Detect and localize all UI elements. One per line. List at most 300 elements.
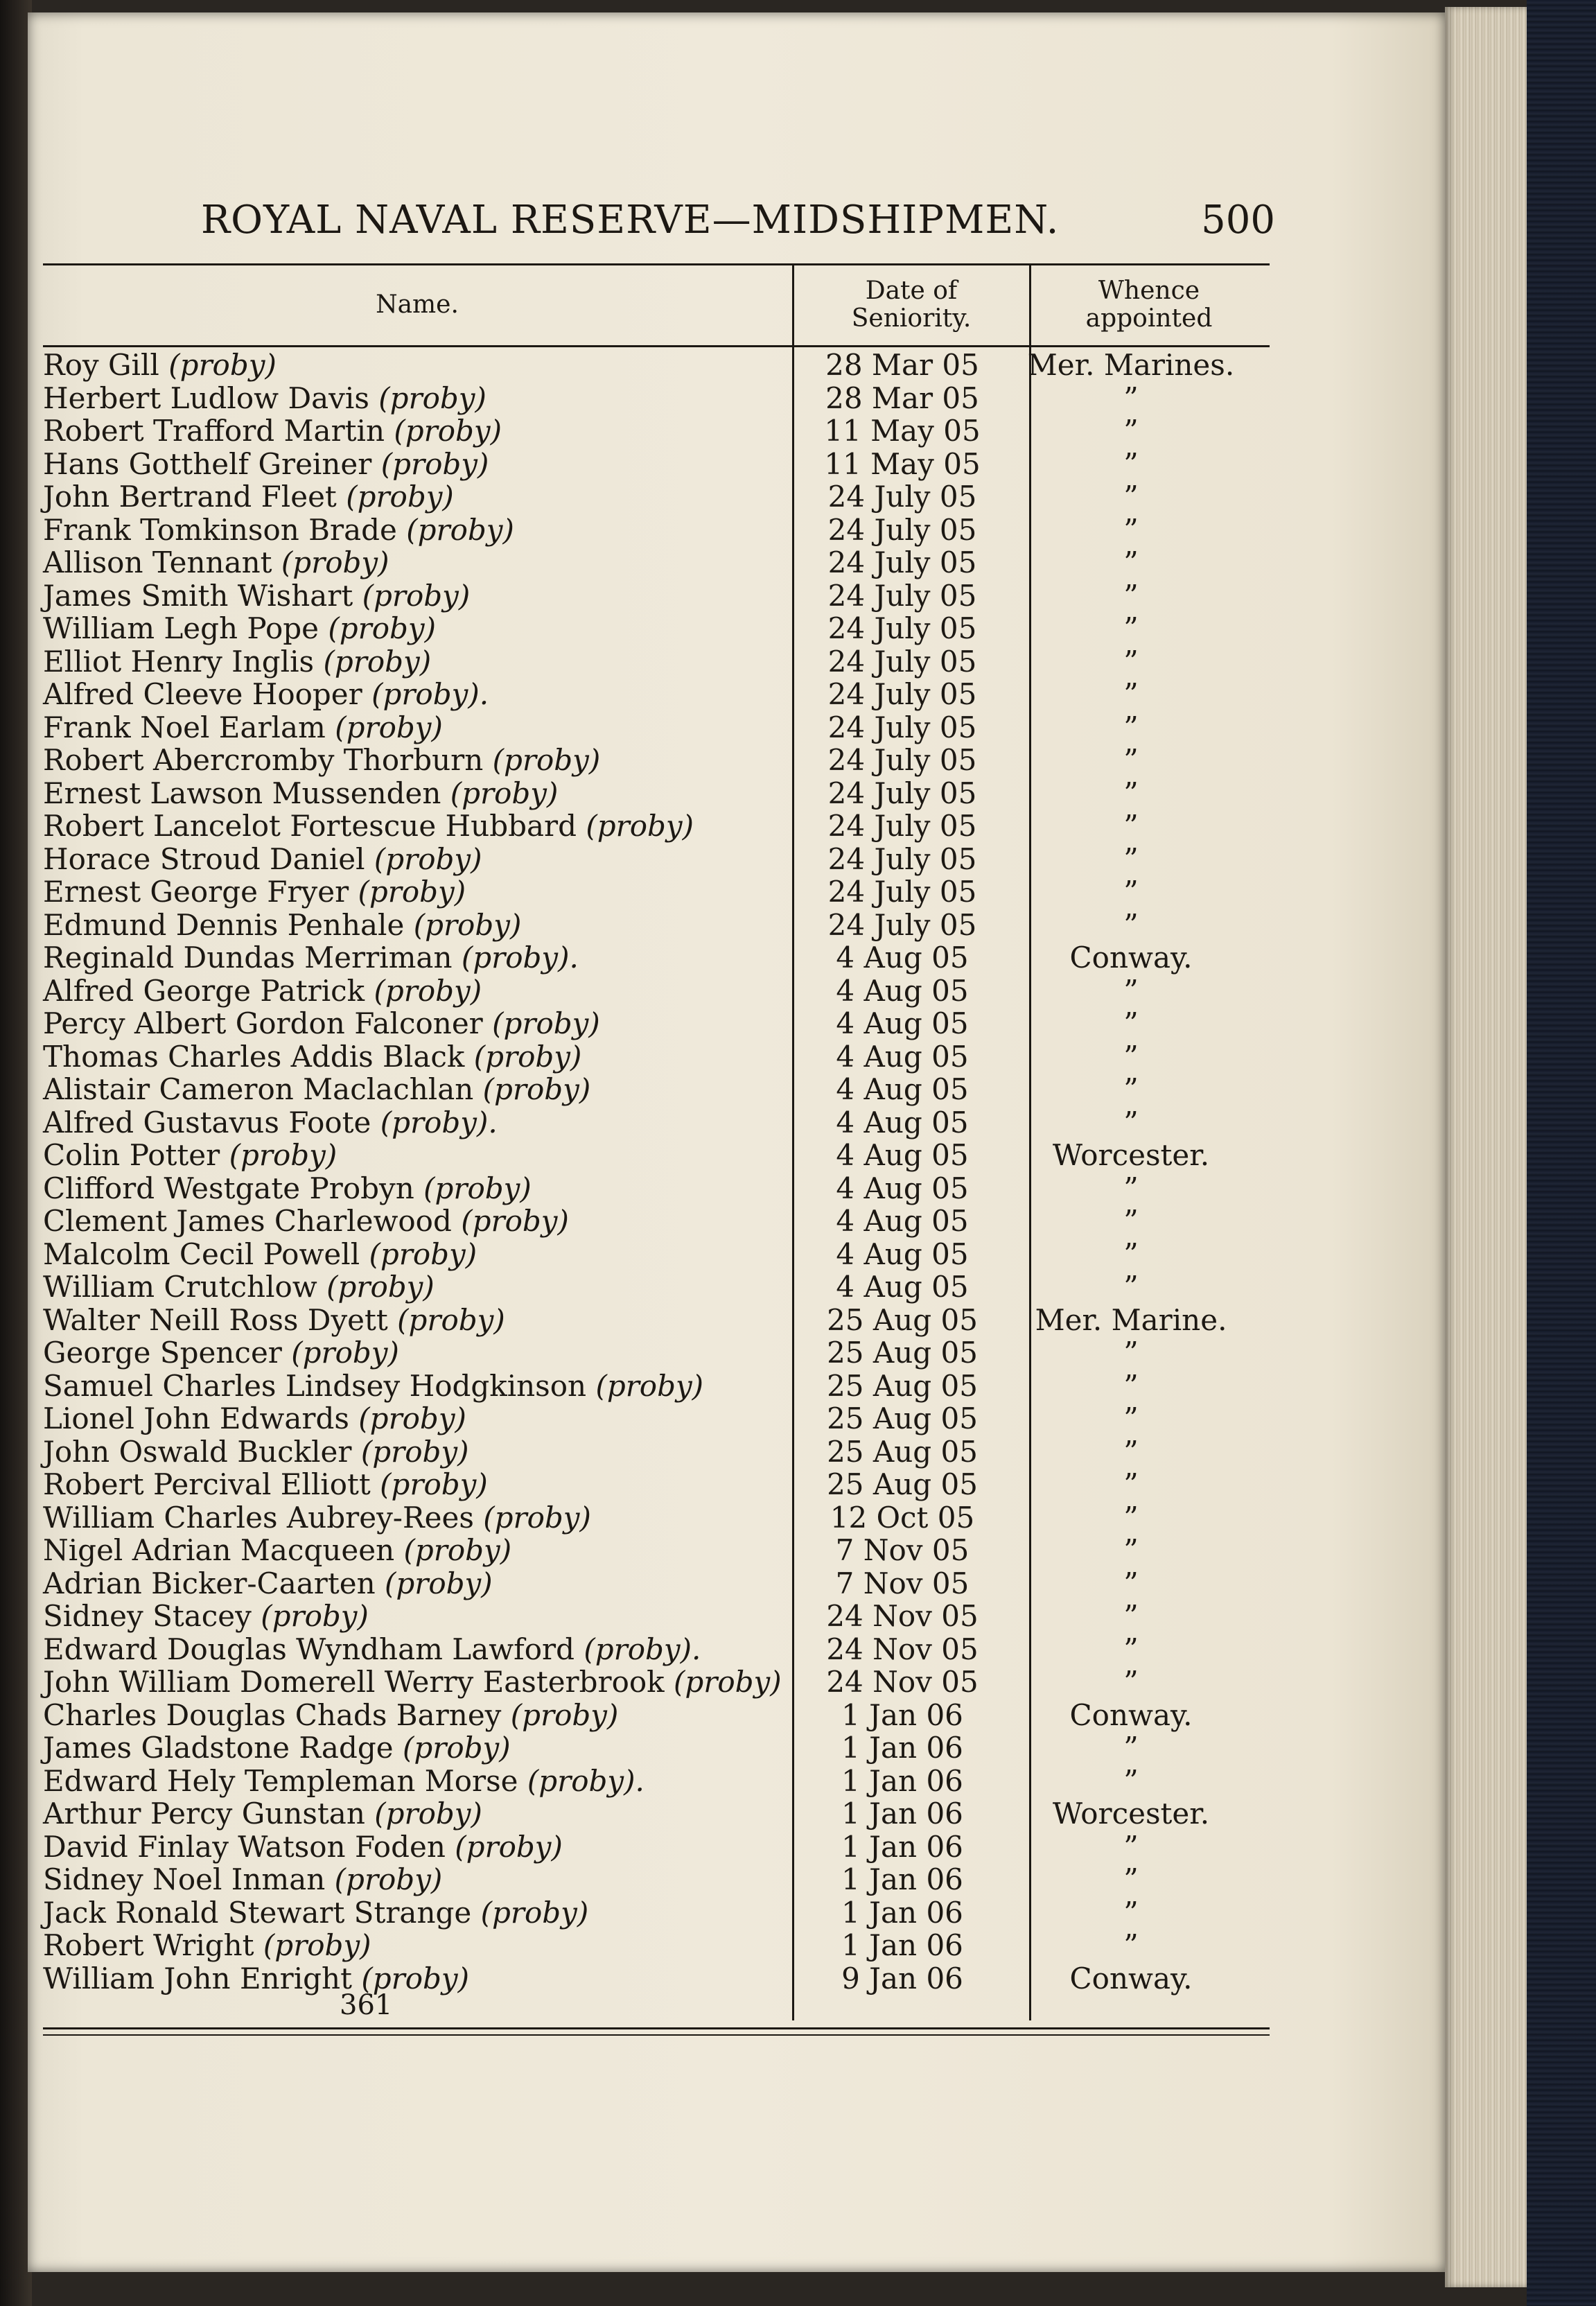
whence-appointed: ” [1123, 1171, 1139, 1205]
seniority-date: 24 July 05 [827, 545, 977, 579]
proby-suffix: (proby) [335, 710, 443, 744]
seniority-date: 7 Nov 05 [835, 1566, 970, 1600]
midshipman-name [43, 546, 389, 579]
proby-suffix: (proby). [461, 941, 579, 975]
proby-suffix: (proby) [263, 1928, 371, 1962]
seniority-date: 24 Nov 05 [826, 1665, 979, 1699]
midshipman-name [43, 1929, 371, 1962]
page-header [187, 198, 1275, 253]
seniority-date: 1 Jan 06 [841, 1862, 963, 1896]
table-row [43, 843, 1270, 875]
table-row [43, 1633, 1270, 1666]
midshipman-name [43, 645, 431, 678]
midshipman-name [43, 1567, 493, 1600]
name-text: David Finlay Watson Foden [43, 1829, 446, 1864]
page-number: 500 [1201, 198, 1275, 243]
name-text: John Oswald Buckler [43, 1434, 352, 1469]
footer-rule-1 [43, 2027, 1270, 2029]
name-text: Robert Percival Elliott [43, 1467, 371, 1501]
whence-appointed: ” [1123, 545, 1139, 579]
proby-suffix: (proby). [371, 677, 489, 711]
table-row [43, 382, 1270, 414]
midshipman-name [43, 612, 436, 645]
whence-appointed: ” [1123, 1336, 1139, 1370]
midshipman-name [43, 1896, 588, 1929]
table-row [43, 1007, 1270, 1040]
seniority-date: 11 May 05 [824, 446, 981, 481]
whence-appointed: ” [1123, 1039, 1139, 1074]
table-row [43, 1567, 1270, 1600]
midshipman-name [43, 1468, 488, 1501]
whence-appointed: ” [1123, 875, 1139, 909]
table-row [43, 1370, 1270, 1402]
seniority-date: 4 Aug 05 [836, 1270, 969, 1304]
table-row [43, 1238, 1270, 1270]
table-row [43, 1501, 1270, 1534]
midshipman-name [43, 1238, 477, 1270]
proby-suffix: (proby) [374, 973, 482, 1008]
name-text: William John Enright [43, 1961, 352, 1995]
header-rule-top [43, 263, 1270, 265]
column-header-name-label: Name. [376, 290, 459, 319]
whence-appointed: ” [1123, 1566, 1139, 1600]
proby-suffix: (proby) [168, 348, 277, 382]
name-text: Jack Ronald Stewart Strange [43, 1895, 472, 1930]
whence-appointed: ” [1123, 1237, 1139, 1271]
proby-suffix: (proby) [378, 381, 486, 415]
proby-suffix: (proby) [326, 1270, 435, 1304]
seniority-date: 4 Aug 05 [836, 1105, 969, 1139]
midshipman-name [43, 1699, 618, 1731]
name-text: Alfred George Patrick [43, 973, 365, 1008]
whence-appointed: ” [1123, 1928, 1139, 1962]
whence-appointed: ” [1123, 1862, 1139, 1896]
proby-suffix: (proby) [291, 1336, 399, 1370]
table-row [43, 1731, 1270, 1764]
name-text: Robert Abercromby Thorburn [43, 743, 484, 777]
name-text: Nigel Adrian Macqueen [43, 1533, 395, 1567]
proby-suffix: (proby) [492, 743, 601, 777]
whence-appointed: ” [1123, 1533, 1139, 1567]
seniority-date: 1 Jan 06 [841, 1797, 963, 1831]
midshipman-name [43, 711, 443, 744]
midshipman-name [43, 448, 489, 480]
seniority-date: 1 Jan 06 [841, 1829, 963, 1864]
seniority-date: 24 July 05 [827, 611, 977, 645]
seniority-date: 24 July 05 [827, 743, 977, 777]
whence-appointed: ” [1123, 841, 1139, 876]
proby-suffix: (proby) [394, 414, 502, 448]
midshipman-name [43, 1600, 369, 1632]
midshipman-name [43, 1040, 581, 1073]
name-text: Roy Gill [43, 348, 159, 382]
midshipman-name [43, 909, 521, 941]
whence-appointed: ” [1123, 1731, 1139, 1765]
midshipman-name [43, 1731, 511, 1764]
midshipman-name [43, 1370, 703, 1402]
whence-appointed: ” [1123, 381, 1139, 415]
seniority-date: 24 July 05 [827, 841, 977, 876]
seniority-date: 24 July 05 [827, 480, 977, 514]
name-text: Edmund Dennis Penhale [43, 907, 405, 942]
midshipman-name [43, 1797, 482, 1830]
table-row [43, 1600, 1270, 1632]
name-text: Samuel Charles Lindsey Hodgkinson [43, 1368, 587, 1403]
midshipman-name [43, 1270, 435, 1303]
seniority-date: 25 Aug 05 [827, 1336, 978, 1370]
name-text: John William Domerell Werry Easterbrook [43, 1665, 665, 1699]
column-header-whence-line1: Whence [1098, 277, 1200, 305]
proby-suffix: (proby) [473, 1039, 582, 1074]
whence-appointed: Worcester. [1052, 1138, 1210, 1172]
whence-appointed: ” [1123, 907, 1139, 942]
proby-suffix: (proby) [362, 578, 471, 613]
midshipman-name [43, 480, 454, 513]
seniority-date: 1 Jan 06 [841, 1928, 963, 1962]
whence-appointed: Worcester. [1052, 1797, 1210, 1831]
seniority-date: 4 Aug 05 [836, 1138, 969, 1172]
seniority-date: 9 Jan 06 [841, 1961, 963, 1995]
midshipman-name [43, 1073, 590, 1106]
whence-appointed: ” [1123, 1829, 1139, 1864]
seniority-date: 4 Aug 05 [836, 973, 969, 1008]
midshipman-name [43, 1962, 469, 1995]
whence-appointed: ” [1123, 1599, 1139, 1633]
proby-suffix: (proby) [374, 1797, 482, 1831]
column-header-name [43, 291, 791, 319]
whence-appointed: ” [1123, 1072, 1139, 1106]
name-text: Charles Douglas Chads Barney [43, 1697, 502, 1732]
table-row [43, 810, 1270, 842]
proby-suffix: (proby) [229, 1138, 337, 1172]
proby-suffix: (proby) [346, 480, 454, 514]
whence-appointed: ” [1123, 1204, 1139, 1238]
name-text: Robert Wright [43, 1928, 254, 1962]
whence-appointed: ” [1123, 512, 1139, 547]
seniority-date: 24 July 05 [827, 512, 977, 547]
column-header-whence [1031, 277, 1267, 333]
seniority-date: 4 Aug 05 [836, 1204, 969, 1238]
name-text: Hans Gotthelf Greiner [43, 446, 372, 481]
name-text: George Spencer [43, 1336, 282, 1370]
table-row [43, 1896, 1270, 1929]
whence-appointed: ” [1123, 710, 1139, 744]
seniority-date: 7 Nov 05 [835, 1533, 970, 1567]
seniority-date: 25 Aug 05 [827, 1401, 978, 1435]
table-row [43, 1040, 1270, 1073]
whence-appointed: ” [1123, 1434, 1139, 1469]
whence-appointed: ” [1123, 611, 1139, 645]
whence-appointed: ” [1123, 446, 1139, 481]
seniority-date: 4 Aug 05 [836, 941, 969, 975]
table-row [43, 1765, 1270, 1797]
proby-suffix: (proby) [281, 545, 389, 579]
seniority-date: 24 Nov 05 [826, 1632, 979, 1666]
midshipman-name [43, 941, 579, 974]
table-row [43, 678, 1270, 710]
whence-appointed: ” [1123, 1006, 1139, 1040]
midshipman-name [43, 1106, 498, 1139]
table-row [43, 1402, 1270, 1435]
proby-suffix: (proby) [358, 875, 466, 909]
table-row [43, 1929, 1270, 1962]
midshipman-name [43, 975, 482, 1007]
midshipman-name [43, 1007, 600, 1040]
table-row [43, 1699, 1270, 1731]
table-row [43, 1534, 1270, 1566]
column-header-whence-line2: appointed [1085, 304, 1213, 333]
midshipman-name [43, 1336, 399, 1369]
proby-suffix: (proby) [461, 1204, 569, 1238]
name-text: Ernest George Fryer [43, 875, 349, 909]
table-row [43, 1831, 1270, 1863]
midshipman-name [43, 1205, 569, 1237]
table-row [43, 744, 1270, 776]
midshipman-name [43, 1172, 532, 1205]
midshipman-name [43, 810, 694, 842]
proby-suffix: (proby) [483, 1500, 591, 1535]
proby-suffix: (proby) [455, 1829, 563, 1864]
whence-appointed: Conway. [1069, 1697, 1193, 1732]
name-text: Walter Neill Ross Dyett [43, 1302, 388, 1337]
whence-appointed: ” [1123, 1105, 1139, 1139]
table-row [43, 1666, 1270, 1698]
name-text: Clifford Westgate Probyn [43, 1171, 414, 1205]
whence-appointed: ” [1123, 1500, 1139, 1535]
proby-suffix: (proby). [380, 1105, 498, 1139]
proby-suffix: (proby) [586, 809, 694, 843]
proby-suffix: (proby) [380, 1467, 488, 1501]
seniority-date: 24 July 05 [827, 809, 977, 843]
table-row [43, 1304, 1270, 1336]
name-text: Horace Stroud Daniel [43, 841, 365, 876]
midshipman-name [43, 1765, 644, 1797]
proby-suffix: (proby) [510, 1697, 619, 1732]
midshipman-name [43, 1139, 337, 1171]
proby-suffix: (proby) [369, 1237, 477, 1271]
proby-suffix: (proby) [397, 1302, 505, 1337]
proby-suffix: (proby) [334, 1862, 443, 1896]
proby-suffix: (proby) [413, 907, 522, 942]
whence-appointed: ” [1123, 1467, 1139, 1501]
proby-suffix: (proby) [450, 776, 559, 810]
table-row [43, 645, 1270, 678]
table-row [43, 1962, 1270, 1995]
proby-suffix: (proby) [374, 841, 482, 876]
table-row [43, 1863, 1270, 1896]
table-row [43, 1797, 1270, 1830]
seniority-date: 28 Mar 05 [825, 381, 979, 415]
seniority-date: 4 Aug 05 [836, 1039, 969, 1074]
midshipman-name [43, 875, 466, 908]
whence-appointed: Mer. Marines. [1027, 348, 1235, 382]
name-text: William Crutchlow [43, 1270, 317, 1304]
proby-suffix: (proby) [492, 1006, 600, 1040]
midshipman-name [43, 514, 514, 546]
name-text: Frank Tomkinson Brade [43, 512, 397, 547]
name-text: Alfred Gustavus Foote [43, 1105, 371, 1139]
name-text: Ernest Lawson Mussenden [43, 776, 441, 810]
seniority-date: 24 July 05 [827, 644, 977, 679]
name-text: Colin Potter [43, 1138, 220, 1172]
table-row [43, 711, 1270, 744]
whence-appointed: ” [1123, 1401, 1139, 1435]
name-text: Malcolm Cecil Powell [43, 1237, 360, 1271]
midshipman-name [43, 382, 486, 414]
midshipman-name [43, 1831, 563, 1863]
table-row [43, 975, 1270, 1007]
name-text: John Bertrand Fleet [43, 480, 337, 514]
name-text: Robert Lancelot Fortescue Hubbard [43, 809, 577, 843]
proby-suffix: (proby) [402, 1731, 511, 1765]
midshipman-name [43, 678, 489, 710]
seniority-date: 25 Aug 05 [827, 1467, 978, 1501]
name-text: William Charles Aubrey-Rees [43, 1500, 474, 1535]
midshipman-name [43, 349, 277, 381]
midshipman-name [43, 843, 482, 875]
proby-suffix: (proby) [406, 512, 514, 547]
whence-appointed: ” [1123, 644, 1139, 679]
whence-appointed: Conway. [1069, 941, 1193, 975]
seniority-date: 24 July 05 [827, 710, 977, 744]
name-text: Percy Albert Gordon Falconer [43, 1006, 483, 1040]
name-text: Adrian Bicker-Caarten [43, 1566, 376, 1600]
name-text: James Smith Wishart [43, 578, 353, 613]
table-row [43, 1336, 1270, 1369]
table-row [43, 875, 1270, 908]
seniority-date: 28 Mar 05 [825, 348, 979, 382]
seniority-date: 25 Aug 05 [827, 1434, 978, 1469]
table-row [43, 1468, 1270, 1501]
book-cover-right [1527, 0, 1596, 2306]
table-row [43, 546, 1270, 579]
table-row [43, 414, 1270, 447]
proby-suffix: (proby). [527, 1763, 644, 1798]
table-row [43, 941, 1270, 974]
proby-suffix: (proby) [358, 1401, 466, 1435]
proby-suffix: (proby) [361, 1961, 469, 1995]
name-text: Clement James Charlewood [43, 1204, 452, 1238]
name-text: Sidney Stacey [43, 1599, 252, 1633]
proby-suffix: (proby). [584, 1632, 701, 1666]
whence-appointed: ” [1123, 743, 1139, 777]
proby-suffix: (proby) [385, 1566, 493, 1600]
proby-suffix: (proby) [360, 1434, 469, 1469]
name-text: William Legh Pope [43, 611, 319, 645]
seniority-date: 1 Jan 06 [841, 1763, 963, 1798]
midshipman-name [43, 1863, 442, 1896]
midshipman-name [43, 744, 600, 776]
midshipman-name [43, 1534, 511, 1566]
name-text: Elliot Henry Inglis [43, 644, 315, 679]
whence-appointed: ” [1123, 1632, 1139, 1666]
proby-suffix: (proby) [323, 644, 432, 679]
whence-appointed: ” [1123, 578, 1139, 613]
seniority-date: 24 July 05 [827, 776, 977, 810]
whence-appointed: ” [1123, 1665, 1139, 1699]
midshipman-name [43, 579, 470, 612]
midshipman-name [43, 1633, 701, 1666]
table-row [43, 349, 1270, 381]
seniority-date: 1 Jan 06 [841, 1697, 963, 1732]
proby-suffix: (proby) [595, 1368, 704, 1403]
table-row [43, 777, 1270, 810]
column-header-date-line1: Date of [865, 277, 958, 305]
whence-appointed: ” [1123, 414, 1139, 448]
name-text: Alfred Cleeve Hooper [43, 677, 362, 711]
seniority-date: 4 Aug 05 [836, 1072, 969, 1106]
table-row [43, 1106, 1270, 1139]
name-text: Edward Hely Templeman Morse [43, 1763, 518, 1798]
table-row [43, 1205, 1270, 1237]
table-row [43, 612, 1270, 645]
table-row [43, 1172, 1270, 1205]
midshipman-name [43, 1501, 591, 1534]
name-text: Robert Trafford Martin [43, 414, 385, 448]
seniority-date: 12 Oct 05 [830, 1500, 975, 1535]
whence-appointed: ” [1123, 1270, 1139, 1304]
seniority-date: 1 Jan 06 [841, 1731, 963, 1765]
whence-appointed: ” [1123, 809, 1139, 843]
column-header-date-line2: Seniority. [851, 304, 972, 333]
name-text: James Gladstone Radge [43, 1731, 394, 1765]
proby-suffix: (proby) [380, 446, 489, 481]
name-text: Herbert Ludlow Davis [43, 381, 369, 415]
whence-appointed: Mer. Marine. [1035, 1302, 1227, 1337]
column-header-date [793, 277, 1029, 333]
table-row [43, 514, 1270, 546]
midshipman-name [43, 1435, 468, 1468]
name-text: Arthur Percy Gunstan [43, 1797, 365, 1831]
whence-appointed: ” [1123, 1763, 1139, 1798]
proby-suffix: (proby) [403, 1533, 512, 1567]
seniority-date: 24 July 05 [827, 907, 977, 942]
proby-suffix: (proby) [673, 1665, 782, 1699]
seniority-date: 1 Jan 06 [841, 1895, 963, 1930]
seniority-date: 4 Aug 05 [836, 1006, 969, 1040]
whence-appointed: ” [1123, 1895, 1139, 1930]
proby-suffix: (proby) [482, 1072, 591, 1106]
whence-appointed: ” [1123, 480, 1139, 514]
seniority-date: 11 May 05 [824, 414, 981, 448]
midshipman-name [43, 777, 558, 810]
table-row [43, 448, 1270, 480]
name-text: Frank Noel Earlam [43, 710, 326, 744]
table-row [43, 480, 1270, 513]
table-row [43, 579, 1270, 612]
name-text: Sidney Noel Inman [43, 1862, 326, 1896]
table-row [43, 909, 1270, 941]
page-title: ROYAL NAVAL RESERVE—MIDSHIPMEN. [201, 198, 1060, 243]
seniority-date: 24 July 05 [827, 578, 977, 613]
whence-appointed: ” [1123, 973, 1139, 1008]
table-row [43, 1139, 1270, 1171]
name-text: Alistair Cameron Maclachlan [43, 1072, 474, 1106]
seniority-date: 24 July 05 [827, 875, 977, 909]
seniority-date: 25 Aug 05 [827, 1368, 978, 1403]
midshipman-name [43, 1402, 466, 1435]
seniority-date: 24 July 05 [827, 677, 977, 711]
midshipman-name [43, 1304, 505, 1336]
whence-appointed: ” [1123, 1368, 1139, 1403]
page-edges [1445, 7, 1527, 2287]
whence-appointed: ” [1123, 677, 1139, 711]
header-rule-bottom [43, 345, 1270, 347]
name-text: Lionel John Edwards [43, 1401, 349, 1435]
table-row [43, 1073, 1270, 1106]
name-text: Thomas Charles Addis Black [43, 1039, 465, 1074]
seniority-date: 24 Nov 05 [826, 1599, 979, 1633]
